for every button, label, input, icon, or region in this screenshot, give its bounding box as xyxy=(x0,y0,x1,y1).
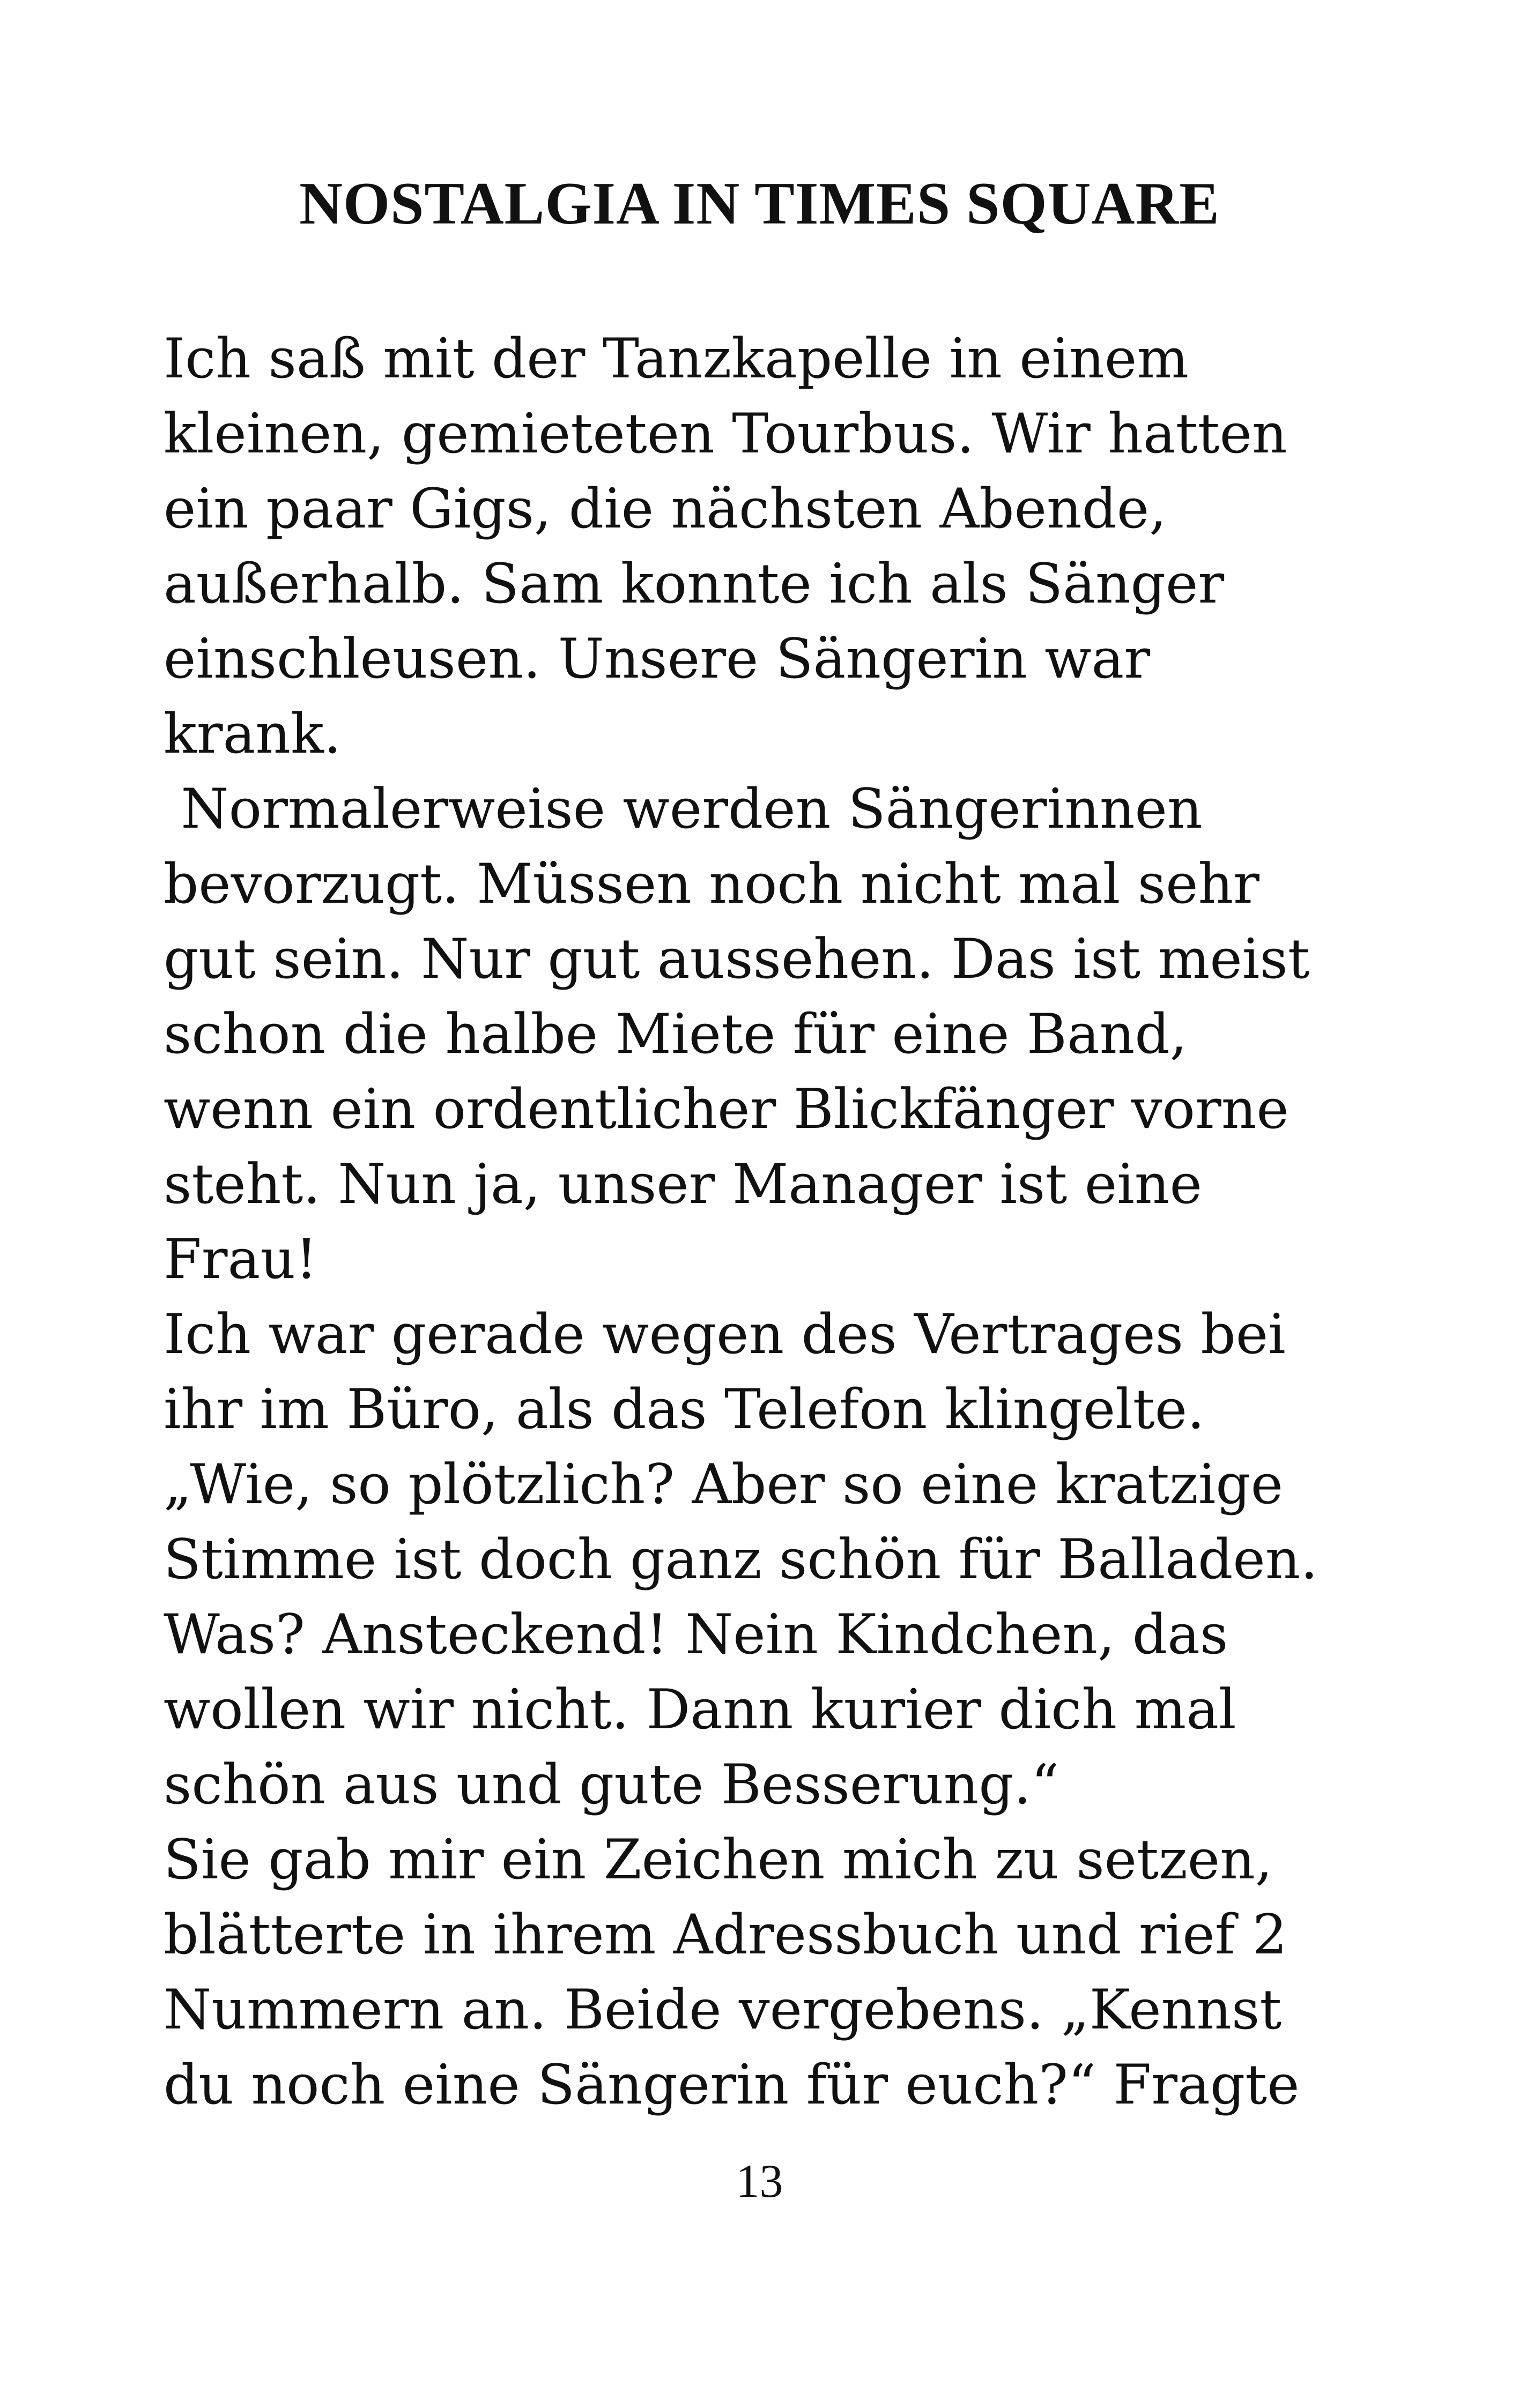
text-line: einschleusen. Unsere Sängerin war xyxy=(164,627,1151,691)
text-line: ein paar Gigs, die nächsten Abende, xyxy=(164,477,1167,541)
text-line: blätterte in ihrem Adressbuch und rief 2 xyxy=(164,1903,1287,1967)
page-number: 13 xyxy=(736,2156,783,2208)
text-line: Sie gab mir ein Zeichen mich zu setzen, xyxy=(164,1828,1273,1892)
text-line: wenn ein ordentlicher Blickfänger vorne xyxy=(164,1077,1289,1141)
text-line: du noch eine Sängerin für euch?“ Fragte xyxy=(164,2053,1300,2117)
text-line: Normalerweise werden Sängerinnen xyxy=(164,777,1203,841)
text-line: Ich war gerade wegen des Vertrages bei xyxy=(164,1303,1286,1366)
text-line: krank. xyxy=(164,702,342,766)
text-line: wollen wir nicht. Dann kurier dich mal xyxy=(164,1678,1236,1742)
text-line: ihr im Büro, als das Telefon klingelte. xyxy=(164,1378,1205,1441)
text-line: schon die halbe Miete für eine Band, xyxy=(164,1002,1188,1066)
text-line: außerhalb. Sam konnte ich als Sänger xyxy=(164,552,1225,616)
chapter-title: NOSTALGIA IN TIMES SQUARE xyxy=(299,170,1220,237)
text-line: „Wie, so plötzlich? Aber so eine kratzige xyxy=(164,1453,1284,1517)
body-text xyxy=(164,322,1370,2123)
text-line: Was? Ansteckend! Nein Kindchen, das xyxy=(164,1603,1228,1667)
text-line: steht. Nun ja, unser Manager ist eine xyxy=(164,1153,1202,1216)
text-line: gut sein. Nur gut aussehen. Das ist meist xyxy=(164,927,1310,991)
text-line: Ich saß mit der Tanzkapelle in einem xyxy=(164,327,1189,391)
text-line: Frau! xyxy=(164,1228,318,1291)
text-line: Stimme ist doch ganz schön für Balladen. xyxy=(164,1528,1318,1592)
text-line: schön aus und gute Besserung.“ xyxy=(164,1753,1059,1817)
text-line: kleinen, gemieteten Tourbus. Wir hatten xyxy=(164,402,1287,466)
text-line: bevorzugt. Müssen noch nicht mal sehr xyxy=(164,852,1259,916)
text-line: Nummern an. Beide vergebens. „Kennst xyxy=(164,1978,1282,2042)
